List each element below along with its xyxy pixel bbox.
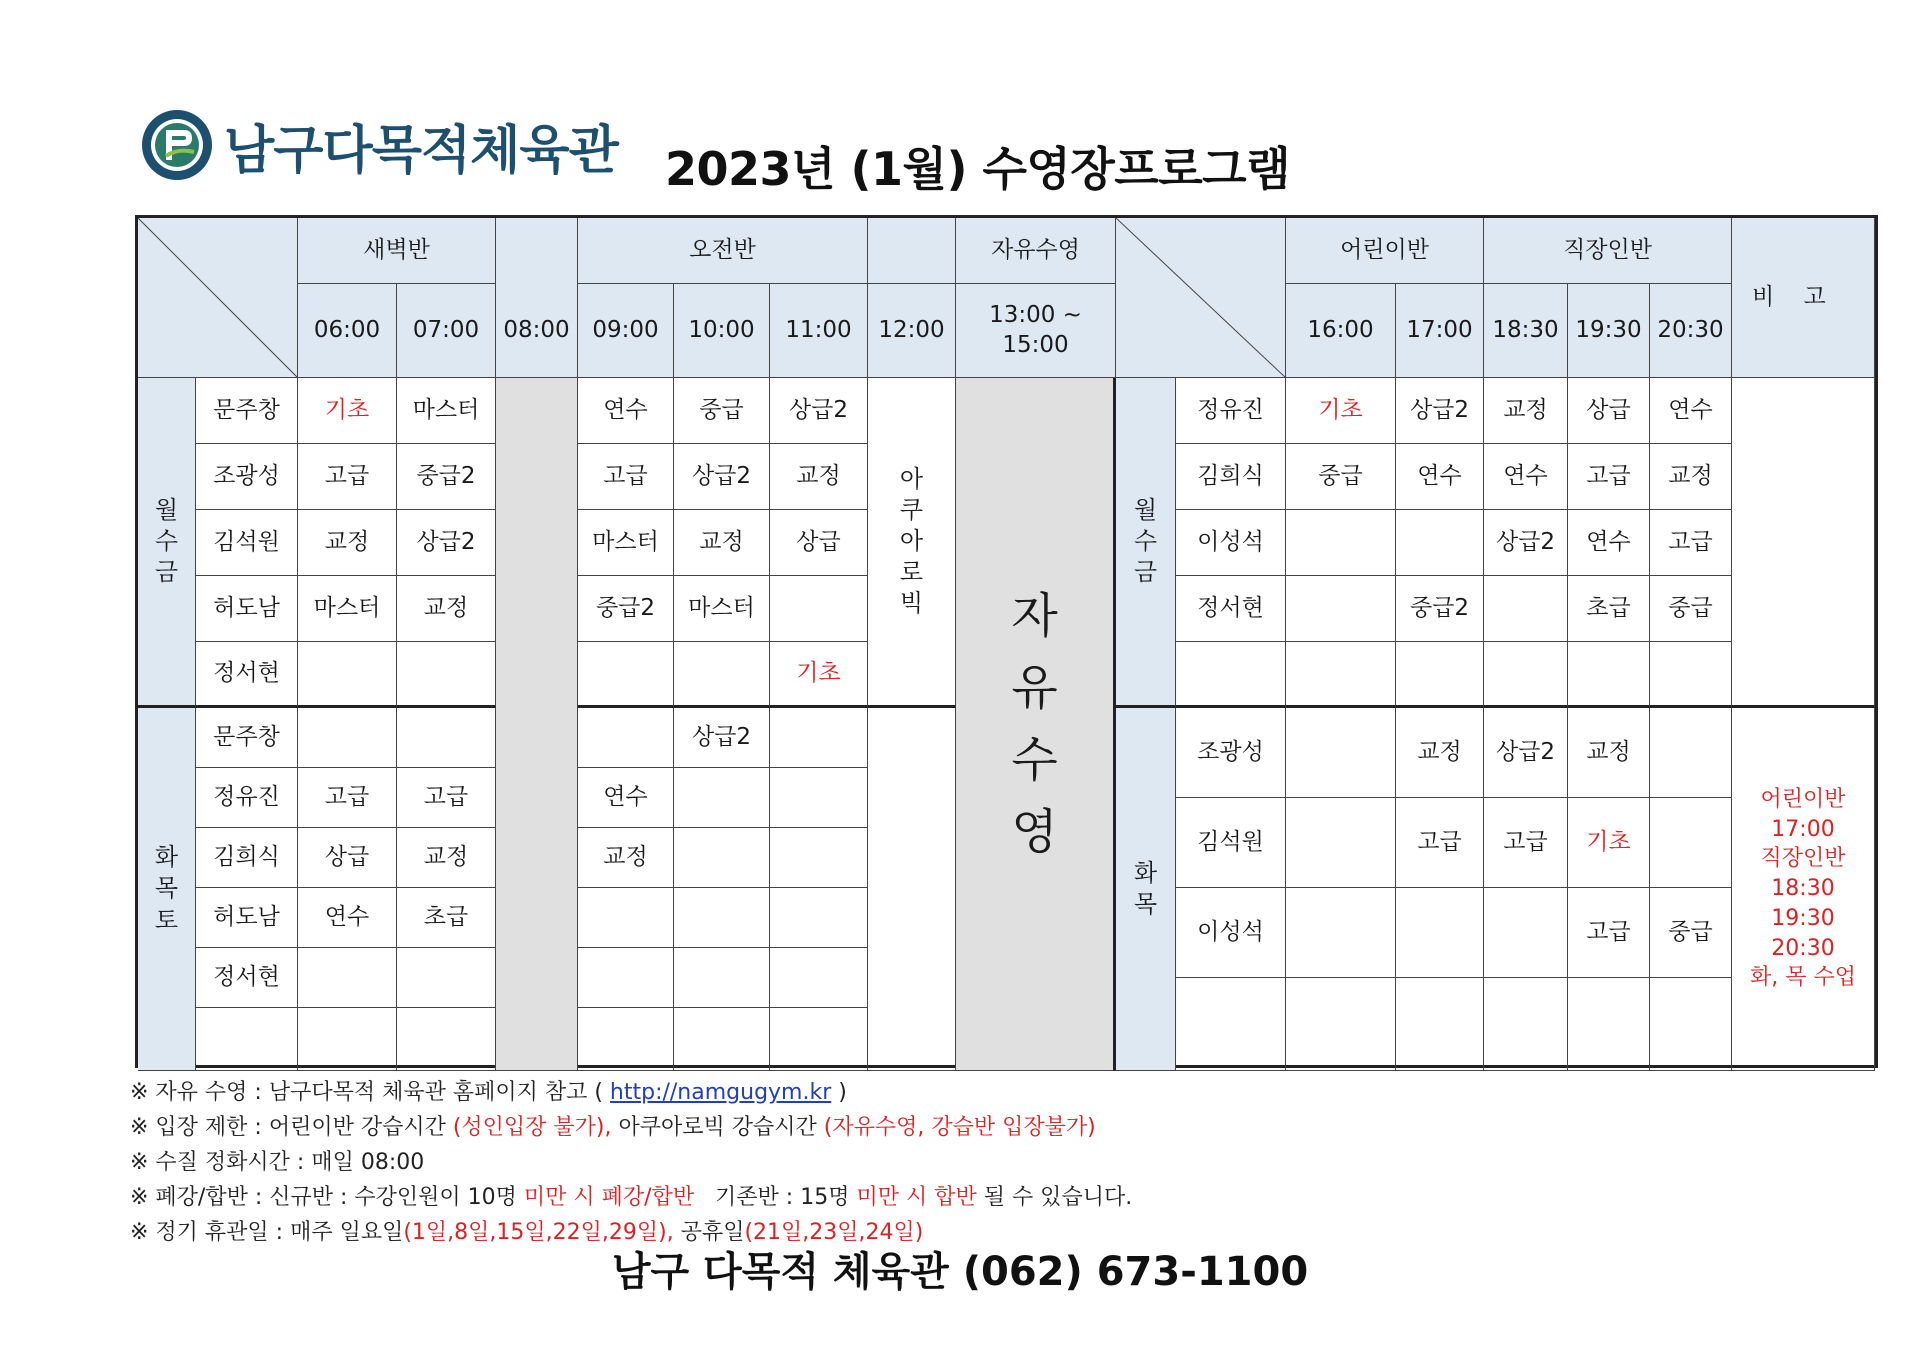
class-cell: 상급2 — [1396, 378, 1484, 444]
instructor-name: 정서현 — [196, 642, 298, 708]
page-title: 2023년 (1월) 수영장프로그램 — [665, 142, 1291, 196]
class-cell: 교정 — [298, 510, 397, 576]
instructor-name: 정서현 — [1176, 576, 1286, 642]
class-cell: 상급 — [1568, 378, 1650, 444]
instructor-name: 김석원 — [1176, 798, 1286, 888]
header-kids: 어린이반 — [1286, 218, 1484, 284]
class-cell — [1650, 798, 1732, 888]
class-cell: 기초 — [770, 642, 868, 708]
class-cell — [1286, 576, 1396, 642]
class-cell — [397, 708, 496, 768]
header-1200-top — [868, 218, 956, 284]
time-0900: 09:00 — [578, 284, 674, 378]
class-cell — [578, 1008, 674, 1071]
class-cell: 마스터 — [674, 576, 770, 642]
class-cell — [578, 888, 674, 948]
vertical-char: 수 — [1011, 732, 1058, 788]
class-cell — [1650, 978, 1732, 1071]
class-cell — [1396, 642, 1484, 708]
vertical-char: 토 — [154, 905, 179, 934]
class-cell — [1286, 642, 1396, 708]
page-header — [140, 105, 1840, 195]
class-cell: 중급 — [1650, 576, 1732, 642]
vertical-char: 월 — [154, 495, 179, 524]
class-cell: 연수 — [1568, 510, 1650, 576]
vertical-char: 유 — [1011, 660, 1058, 716]
class-cell — [1650, 642, 1732, 708]
corner-diagonal-left — [138, 218, 298, 378]
logo-text: 남구다목적체육관 — [224, 120, 618, 181]
note-class-closure: ※ 폐강/합반 : 신규반 : 수강인원이 10명 미만 시 폐강/합반 기존반 : 15명 미만 시 합반 될 수 있습니다. — [130, 1185, 1133, 1210]
time-1930: 19:30 — [1568, 284, 1650, 378]
class-cell — [298, 1008, 397, 1071]
class-cell: 교정 — [1650, 444, 1732, 510]
vertical-char: 직장인반 — [1760, 846, 1846, 872]
class-cell: 교정 — [397, 828, 496, 888]
instructor-name: 이성석 — [1176, 510, 1286, 576]
class-cell: 고급 — [578, 444, 674, 510]
vertical-char: 수 — [154, 526, 179, 555]
vertical-char: 목 — [1133, 890, 1158, 918]
schedule-table — [135, 215, 1878, 1068]
class-cell: 중급 — [1650, 888, 1732, 978]
vertical-char: 금 — [1133, 558, 1158, 587]
class-cell: 연수 — [1396, 444, 1484, 510]
instructor-name — [1176, 978, 1286, 1071]
instructor-name: 김희식 — [1176, 444, 1286, 510]
instructor-name: 조광성 — [196, 444, 298, 510]
vertical-char: 18:30 — [1771, 876, 1835, 902]
class-cell: 중급 — [674, 378, 770, 444]
class-cell: 교정 — [1568, 708, 1650, 798]
instructor-name — [196, 1008, 298, 1071]
class-cell: 기초 — [1286, 378, 1396, 444]
class-cell — [674, 828, 770, 888]
time-1200: 12:00 — [868, 284, 956, 378]
class-cell — [770, 768, 868, 828]
class-cell — [770, 708, 868, 768]
class-cell — [770, 828, 868, 888]
time-0800: 08:00 — [496, 284, 578, 378]
vertical-char: 아 — [899, 464, 924, 493]
class-cell: 상급2 — [770, 378, 868, 444]
empty-1200-cell — [868, 708, 956, 1071]
instructor-name: 김희식 — [196, 828, 298, 888]
note-free-swim: ※ 자유 수영 : 남구다목적 체육관 홈페이지 참고 ( http://namgugym.kr ) — [130, 1080, 847, 1105]
class-cell: 상급 — [298, 828, 397, 888]
class-cell — [1568, 978, 1650, 1071]
logo-emblem-icon — [140, 108, 214, 182]
class-cell — [674, 768, 770, 828]
time-1300-1500: 13:00 ~ 15:00 — [956, 284, 1116, 378]
class-cell: 고급 — [1568, 444, 1650, 510]
vertical-char: 화 — [1133, 858, 1158, 887]
class-cell: 기초 — [298, 378, 397, 444]
instructor-name — [1176, 642, 1286, 708]
class-cell — [298, 642, 397, 708]
time-0600: 06:00 — [298, 284, 397, 378]
class-cell — [397, 642, 496, 708]
instructor-name: 정유진 — [1176, 378, 1286, 444]
purification-column — [496, 378, 578, 1071]
class-cell: 상급2 — [1484, 708, 1568, 798]
class-cell: 고급 — [1568, 888, 1650, 978]
header-free-swim: 자유수영 — [956, 218, 1116, 284]
instructor-name: 정유진 — [196, 768, 298, 828]
class-cell — [1286, 978, 1396, 1071]
instructor-name: 정서현 — [196, 948, 298, 1008]
vertical-char: 목 — [154, 874, 179, 903]
logo — [140, 105, 618, 185]
vertical-char: 20:30 — [1771, 935, 1835, 961]
vertical-char: 월 — [1133, 495, 1158, 524]
header-workers: 직장인반 — [1484, 218, 1732, 284]
class-cell — [770, 576, 868, 642]
vertical-char: 로 — [899, 558, 924, 587]
class-cell — [1396, 978, 1484, 1071]
instructor-name: 조광성 — [1176, 708, 1286, 798]
class-cell: 교정 — [578, 828, 674, 888]
class-cell: 연수 — [1650, 378, 1732, 444]
time-1600: 16:00 — [1286, 284, 1396, 378]
class-cell — [578, 948, 674, 1008]
class-cell: 교정 — [1396, 708, 1484, 798]
vertical-char: 19:30 — [1771, 905, 1835, 931]
class-cell — [1286, 888, 1396, 978]
class-cell: 고급 — [397, 768, 496, 828]
class-cell: 고급 — [1650, 510, 1732, 576]
vertical-char: 영 — [1011, 804, 1058, 860]
class-cell: 마스터 — [578, 510, 674, 576]
free-swim-cell — [956, 378, 1116, 1071]
vertical-char: 화 — [154, 843, 179, 872]
class-cell — [1286, 798, 1396, 888]
instructor-name: 허도남 — [196, 888, 298, 948]
class-cell — [298, 708, 397, 768]
note-entry-limit: ※ 입장 제한 : 어린이반 강습시간 (성인입장 불가), 아쿠아로빅 강습시간 (자유수영, 강습반 입장불가) — [130, 1115, 1096, 1140]
class-cell: 연수 — [578, 378, 674, 444]
class-cell — [1286, 510, 1396, 576]
class-cell — [1568, 642, 1650, 708]
vertical-char: 아 — [899, 526, 924, 555]
time-2030: 20:30 — [1650, 284, 1732, 378]
class-cell — [770, 888, 868, 948]
class-cell: 마스터 — [397, 378, 496, 444]
instructor-name: 이성석 — [1176, 888, 1286, 978]
class-cell — [674, 1008, 770, 1071]
class-cell — [1484, 642, 1568, 708]
class-cell — [770, 948, 868, 1008]
class-cell — [1396, 510, 1484, 576]
note-water-purification: ※ 수질 정화시간 : 매일 08:00 — [130, 1150, 425, 1175]
header-dawn: 새벽반 — [298, 218, 496, 284]
class-cell: 교정 — [1484, 378, 1568, 444]
class-cell: 초급 — [1568, 576, 1650, 642]
notes-section — [130, 1075, 1830, 1250]
day-label-tue-thu-right — [1116, 708, 1176, 1071]
class-cell — [298, 948, 397, 1008]
class-cell — [674, 948, 770, 1008]
class-cell — [770, 1008, 868, 1071]
class-cell: 중급2 — [578, 576, 674, 642]
vertical-char: 자 — [1011, 588, 1058, 644]
class-cell: 상급2 — [397, 510, 496, 576]
instructor-name: 허도남 — [196, 576, 298, 642]
vertical-char: 빅 — [899, 589, 924, 618]
class-cell — [1396, 888, 1484, 978]
class-cell — [674, 888, 770, 948]
class-cell: 기초 — [1568, 798, 1650, 888]
time-1100: 11:00 — [770, 284, 868, 378]
instructor-name: 문주창 — [196, 708, 298, 768]
class-cell — [397, 948, 496, 1008]
class-cell — [1484, 576, 1568, 642]
header-note: 비 고 — [1732, 218, 1875, 378]
day-label-mon-wed-fri-right — [1116, 378, 1176, 708]
class-cell: 상급2 — [1484, 510, 1568, 576]
class-cell: 중급 — [1286, 444, 1396, 510]
class-cell: 고급 — [1396, 798, 1484, 888]
class-cell: 중급2 — [1396, 576, 1484, 642]
class-cell: 중급2 — [397, 444, 496, 510]
class-cell: 연수 — [298, 888, 397, 948]
time-1000: 10:00 — [674, 284, 770, 378]
instructor-name: 문주창 — [196, 378, 298, 444]
class-cell: 초급 — [397, 888, 496, 948]
vertical-char: 수 — [1133, 526, 1158, 555]
vertical-char: 17:00 — [1771, 816, 1835, 842]
class-cell — [1286, 708, 1396, 798]
instructor-name: 김석원 — [196, 510, 298, 576]
time-1700: 17:00 — [1396, 284, 1484, 378]
class-cell: 교정 — [674, 510, 770, 576]
class-cell: 고급 — [298, 768, 397, 828]
class-cell — [578, 642, 674, 708]
time-0700: 07:00 — [397, 284, 496, 378]
day-label-tue-thu-sat — [138, 708, 196, 1071]
class-cell: 연수 — [578, 768, 674, 828]
class-cell: 연수 — [1484, 444, 1568, 510]
class-cell: 상급 — [770, 510, 868, 576]
class-cell: 교정 — [770, 444, 868, 510]
class-cell: 상급2 — [674, 444, 770, 510]
corner-diagonal-right — [1116, 218, 1286, 378]
class-cell: 상급2 — [674, 708, 770, 768]
vertical-char: 쿠 — [899, 495, 924, 524]
note-closed-days: ※ 정기 휴관일 : 매주 일요일(1일,8일,15일,22일,29일), 공휴일(21일,23일,24일) — [130, 1220, 924, 1245]
class-cell — [1484, 888, 1568, 978]
class-cell — [674, 642, 770, 708]
aquarobic-cell — [868, 378, 956, 708]
class-cell: 교정 — [397, 576, 496, 642]
vertical-char: 어린이반 — [1760, 787, 1846, 813]
time-1830: 18:30 — [1484, 284, 1568, 378]
class-cell — [1650, 708, 1732, 798]
header-morning: 오전반 — [578, 218, 868, 284]
class-cell — [578, 708, 674, 768]
homepage-link[interactable]: http://namgugym.kr — [609, 1080, 832, 1105]
footer-contact: 남구 다목적 체육관 (062) 673-1100 — [611, 1249, 1309, 1295]
note-cell-tue-thu — [1732, 708, 1875, 1071]
day-label-mon-wed-fri — [138, 378, 196, 708]
class-cell — [397, 1008, 496, 1071]
vertical-char: 화, 목 수업 — [1750, 965, 1856, 991]
note-cell-mwf — [1732, 378, 1875, 708]
class-cell: 마스터 — [298, 576, 397, 642]
class-cell: 고급 — [298, 444, 397, 510]
class-cell: 고급 — [1484, 798, 1568, 888]
class-cell — [1484, 978, 1568, 1071]
vertical-char: 금 — [154, 558, 179, 587]
